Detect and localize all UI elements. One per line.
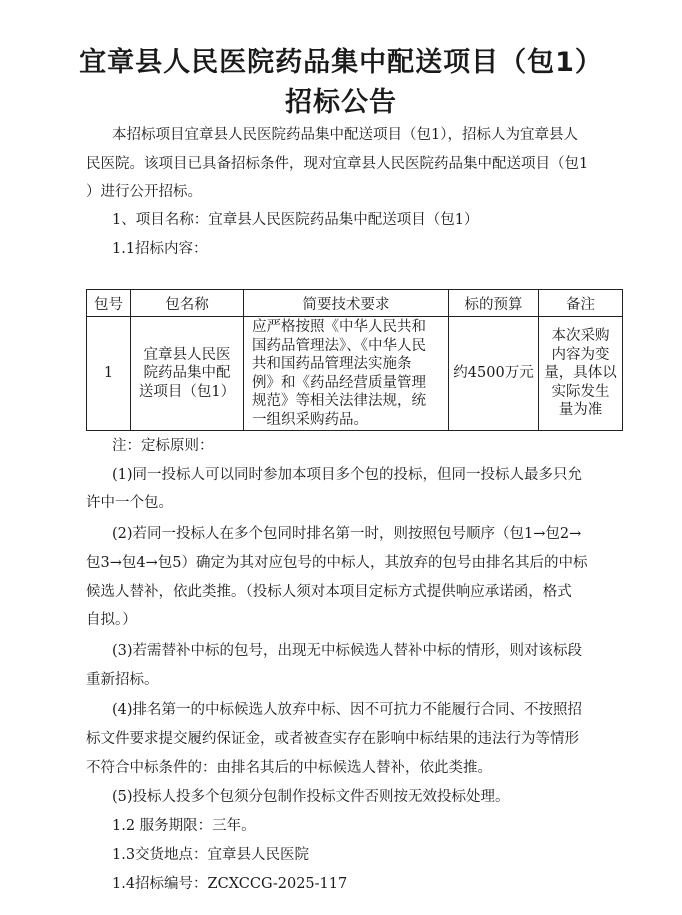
cell-budget: 约4500万元: [449, 317, 539, 431]
header-note: 备注: [539, 290, 623, 317]
cell-package-no: 1: [87, 317, 131, 431]
rule-2-line-4: 自拟。）: [86, 612, 137, 628]
content-label: 1.1招标内容：: [112, 241, 208, 257]
table-header-row: [87, 290, 623, 317]
header-package-no: 包号: [87, 290, 131, 317]
requirement-line: 应严格按照《中华人民共和: [252, 319, 426, 335]
header-requirements: 简要技术要求: [244, 290, 449, 317]
rule-3-line-2: 重新招标。: [86, 672, 159, 688]
table-row: [87, 317, 623, 431]
intro-line-1: 本招标项目宜章县人民医院药品集中配送项目（包1），招标人为宜章县人: [112, 127, 578, 143]
cell-note: [539, 317, 623, 431]
requirement-line: 例》和《药品经营质量管理: [252, 374, 426, 391]
note-line: 量为准: [558, 402, 603, 419]
header-budget: 标的预算: [449, 290, 539, 317]
requirement-line: 共和国药品管理法实施条: [252, 356, 412, 372]
delivery-place: 1.3交货地点：宜章县人民医院: [112, 847, 310, 863]
note-line: 量，具体以: [544, 365, 617, 382]
rule-1-line-1: (1)同一投标人可以同时参加本项目多个包的投标，但同一投标人最多只允: [112, 467, 583, 483]
rule-2-line-1: (2)若同一投标人在多个包同时排名第一时，则按照包号顺序（包1→包2→: [112, 526, 582, 542]
notes-heading: 注：定标原则：: [112, 438, 214, 454]
note-line: 内容为变: [551, 346, 610, 363]
package-name-line: 宜章县人民医: [143, 346, 231, 363]
header-package-name: 包名称: [131, 290, 244, 317]
requirement-line: 规范》等相关法律法规，统: [252, 393, 426, 409]
cell-requirements: [244, 317, 449, 431]
rule-2-line-3: 候选人替补，依此类推。（投标人须对本项目定标方式提供响应承诺函，格式: [86, 584, 572, 600]
rule-4-line-1: (4)排名第一的中标候选人放弃中标、因不可抗力不能履行合同、不按照招: [112, 702, 583, 718]
rule-4-line-2: 标文件要求提交履约保证金，或者被查实存在影响中标结果的违法行为等情形: [86, 731, 579, 747]
document-title: 宜章县人民医院药品集中配送项目（包1）: [79, 47, 603, 78]
tender-table: [86, 289, 623, 431]
rule-3-line-1: (3)若需替补中标的包号，出现无中标候选人替补中标的情形，则对该标段: [112, 643, 583, 659]
note-line: 本次采购: [551, 328, 610, 345]
intro-line-3: ）进行公开招标。: [86, 184, 202, 200]
rule-5-line-1: (5)投标人投多个包须分包制作投标文件否则按无效投标处理。: [112, 789, 510, 805]
document-subtitle: 招标公告: [285, 87, 397, 118]
project-name: 1、项目名称：宜章县人民医院药品集中配送项目（包1）: [112, 212, 479, 228]
package-name-line: 院药品集中配: [143, 365, 231, 382]
rule-2-line-2: 包3→包4→包5）确定为其对应包号的中标人，其放弃的包号由排名其后的中标: [86, 555, 588, 571]
cell-package-name: [131, 317, 244, 431]
requirement-line: 一组织采购药品。: [252, 411, 368, 428]
note-line: 实际发生: [551, 383, 610, 400]
intro-line-2: 民医院。该项目已具备招标条件，现对宜章县人民医院药品集中配送项目（包1: [86, 156, 589, 172]
rule-4-line-3: 不符合中标条件的：由排名其后的中标候选人替补，依此类推。: [86, 760, 492, 776]
tender-number: 1.4招标编号：ZCXCCG-2025-117: [112, 876, 348, 892]
rule-1-line-2: 许中一个包。: [86, 495, 173, 511]
requirement-line: 国药品管理法》、《中华人民: [252, 337, 426, 354]
package-name-line: 送项目（包1）: [138, 383, 236, 400]
service-period: 1.2 服务期限：三年。: [112, 818, 256, 834]
